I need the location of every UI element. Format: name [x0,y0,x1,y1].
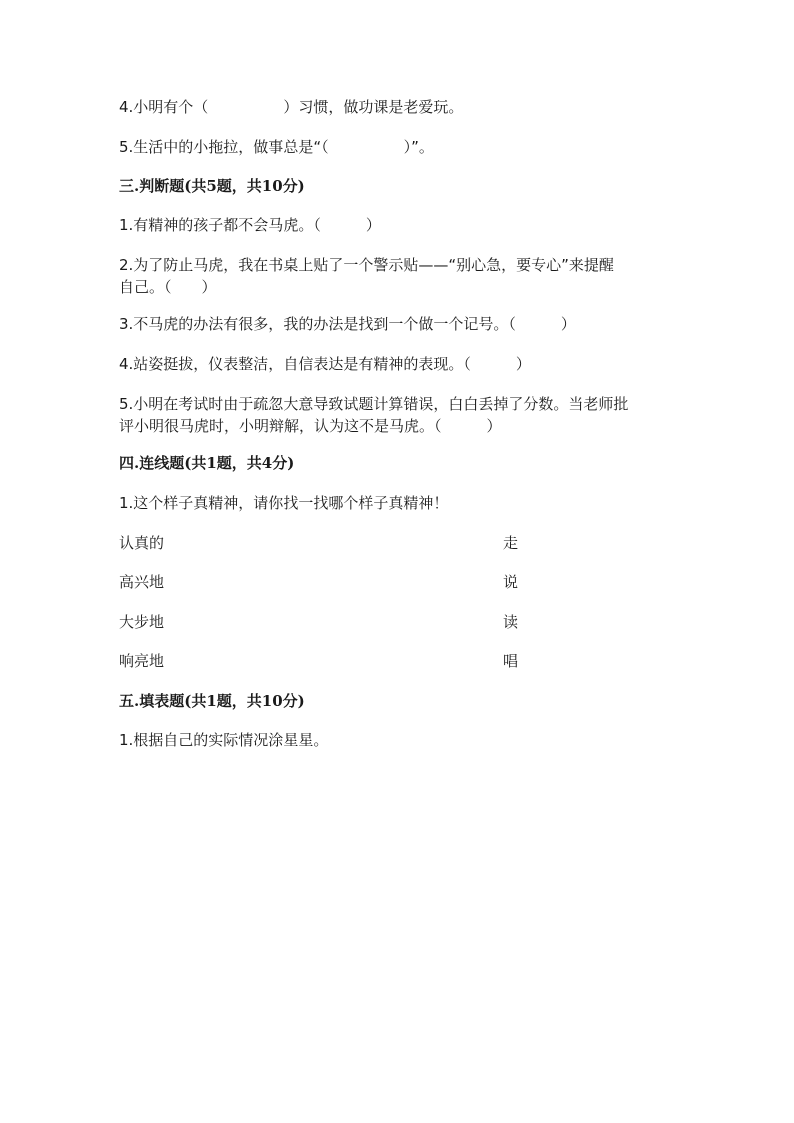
judge-question-2 [119,254,679,298]
match-left-item-4: 响亮地 [119,652,165,670]
table-section-heading: 五.填表题(共1题，共10分) [119,692,305,710]
fill-question-5: 5.生活中的小拖拉，做事总是“（ ）”。 [119,138,434,156]
judge-question-5-line-2: 评小明很马虎时，小明辩解，认为这不是马虎。（ ） [119,417,502,435]
match-left-item-3: 大步地 [119,613,165,631]
match-left-item-1: 认真的 [119,534,165,552]
match-section-heading: 四.连线题(共1题，共4分) [119,454,295,472]
match-right-item-2: 说 [503,573,519,591]
match-right-item-4: 唱 [503,652,519,670]
match-question-1: 1.这个样子真精神，请你找一找哪个样子真精神！ [119,494,449,512]
table-question-1: 1.根据自己的实际情况涂星星。 [119,731,329,749]
judge-question-3: 3.不马虎的办法有很多，我的办法是找到一个做一个记号。（ ） [119,315,576,333]
judge-section-heading: 三.判断题(共5题，共10分) [119,177,305,195]
judge-question-2-line-2: 自己。（ ） [119,278,217,296]
match-right-item-3: 读 [503,613,519,631]
judge-question-4: 4.站姿挺拔，仪表整洁，自信表达是有精神的表现。（ ） [119,355,531,373]
match-left-item-2: 高兴地 [119,573,165,591]
judge-question-1: 1.有精神的孩子都不会马虎。（ ） [119,216,381,234]
match-right-item-1: 走 [503,534,519,552]
judge-question-5-line-1: 5.小明在考试时由于疏忽大意导致试题计算错误，白白丢掉了分数。当老师批 [119,395,629,413]
judge-question-5 [119,393,679,437]
fill-question-4: 4.小明有个（ ）习惯，做功课是老爱玩。 [119,98,464,116]
judge-question-2-line-1: 2.为了防止马虎，我在书桌上贴了一个警示贴——“别心急，要专心”来提醒 [119,256,614,274]
